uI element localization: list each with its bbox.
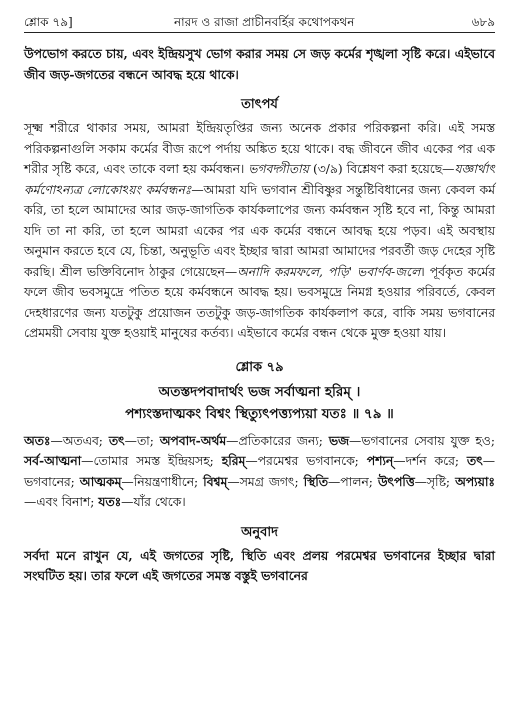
synonym-meaning: —ভগবানের সেবায় যুক্ত হও; xyxy=(348,433,495,448)
synonym-word: পশ্যন্ xyxy=(366,453,394,468)
synonym-word: বিশ্বম্ xyxy=(203,473,228,489)
synonym-word: যতঃ xyxy=(98,494,122,509)
synonym-meaning: —পরমেশ্বর ভগবানকে; xyxy=(245,454,367,468)
synonym-word: সর্ব-আত্মনা xyxy=(24,453,82,468)
translation-text: সর্বদা মনে রাখুন যে, এই জগতের সৃষ্টি, স্থিতি এবং প্রলয় পরমেশ্বর ভগবানের ইচ্ছার দ্বারা সংঘটিত হয়। তার ফলে এই জগতের সমস্ত বস্তুই ভগবানের xyxy=(24,547,495,583)
purport-paragraph-1: সূক্ষ্ম শরীরে থাকার সময়, আমরা ইন্দ্রিয়তৃপ্তির জন্য অনেক প্রকার পরিকল্পনা করি। এই সমস্ত পরিকল্পনাগুলি সকাম কর্মের বীজ রূপে পর্দায় অঙ্কিত হয়ে থাকে। বদ্ধ জীবনে জীব একের পর এক শরীর সৃষ্টি করে, এবং তাকে বলা হয় কর্মবন্ধন। ভগবদ্গীতায় (৩/৯) বিশ্লেষণ করা হয়েছে—যজ্ঞার্থাৎ কর্মণোঽন্যত্র লোকোঽয়ং কর্মবন্ধনঃ—আমরা যদি ভগবান শ্রীবিষ্ণুর সন্তুষ্টিবিধানের জন্য কেবল কর্ম করি, তা হলে আমাদের আর জড়-জাগতিক কার্যকলাপের জন্য কর্মবন্ধন সৃষ্টি হবে না, কিন্তু আমরা যদি তা না করি, তা হলে আমরা একের পর এক কর্মের বন্ধনে আবদ্ধ হয়ে পড়ব। এই অবস্থায় অনুমান করতে হবে যে, চিন্তা, অনুভূতি এবং ইচ্ছার দ্বারা আমরা আমাদের পরবর্তী জড় দেহের সৃষ্টি করছি। শ্রীল ভক্তিবিনোদ ঠাকুর গেয়েছেন—অনাদি করমফলে, পড়ি' ভবার্ণব-জলে। পূর্বকৃত কর্মের ফলে জীব ভবসমুদ্রে পতিত হয়ে কর্মবন্ধনে আবদ্ধ হয়। ভবসমুদ্রে নিমগ্ন হওয়ার পরিবর্তে, কেবল দেহধারণের জন্য যতটুকু প্রয়োজন ততটুকু জড়-জাগতিক কার্যকলাপ করে, বাকি সময় ভগবানের প্রেমময়ী সেবায় যুক্ত হওয়াই মানুষের কর্তব্য। এইভাবে কর্মের বন্ধন থেকে মুক্ত হওয়া যায়। xyxy=(24,121,496,340)
synonym-meaning: —দর্শন করে; xyxy=(393,454,467,468)
verse-heading: শ্লোক ৭৯ xyxy=(235,359,284,375)
synonym-word: অতঃ xyxy=(24,432,51,448)
synonym-meaning: —এবং বিনাশ; xyxy=(24,495,99,509)
synonym-meaning: —তা; xyxy=(124,433,160,448)
verse-line-1: অতস্তদপবাদার্থং ভজ সর্বাত্মনা হরিম্ । xyxy=(158,383,361,400)
synonym-word: ভজ xyxy=(328,432,349,448)
translation-continuation: উপভোগ করতে চায়, এবং ইন্দ্রিয়সুখ ভোগ করার সময় সে জড় কর্মের শৃঙ্খলা সৃষ্টি করে। এইভাবে জীব জড়-জগতের বন্ধনে আবদ্ধ হয়ে থাকে। xyxy=(24,46,495,82)
translation-heading: অনুবাদ xyxy=(241,524,278,540)
synonym-word: হরিম্ xyxy=(221,453,246,468)
page-body xyxy=(24,44,495,587)
synonym-word: তৎ xyxy=(108,432,125,448)
synonym-word: অপবাদ-অর্থম xyxy=(159,432,227,448)
purport-heading: তাৎপর্য xyxy=(241,97,278,112)
synonym-meaning: —তোমার সমস্ত ইন্দ্রিয়সহ; xyxy=(81,454,222,468)
header-rule xyxy=(24,32,495,33)
synonym-word: স্থিতি xyxy=(303,473,328,489)
synonym-word: অপ্যয়াঃ xyxy=(455,473,495,489)
word-for-word-synonyms xyxy=(24,431,495,513)
synonym-meaning: —প্রতিকারের জন্য; xyxy=(226,433,329,448)
synonym-meaning: —সমগ্র জগৎ; xyxy=(227,474,304,489)
header-page-number: ৬৮৯ xyxy=(471,15,495,29)
page-header xyxy=(24,10,495,32)
verse-line-2: পশ্যংস্তদাত্মকং বিশ্বং স্থিত্যুৎপত্ত্যপ্যয়া যতঃ ॥ ৭৯ ॥ xyxy=(125,405,394,422)
synonym-word: তৎ xyxy=(466,453,483,468)
synonym-word: উৎপত্তি xyxy=(377,473,415,489)
synonym-meaning: —ভগবানের; xyxy=(24,454,495,489)
synonym-word: আত্মকম্ xyxy=(79,473,122,489)
synonym-meaning: —সৃষ্টি; xyxy=(414,474,456,489)
header-chapter-title: নারদ ও রাজা প্রাচীনবর্হির কথোপকথন xyxy=(174,15,355,29)
synonym-meaning: —নিয়ন্ত্রণাধীনে; xyxy=(121,474,204,489)
synonym-meaning: —যাঁর থেকে। xyxy=(121,495,186,509)
synonym-meaning: —অতএব; xyxy=(50,433,109,448)
header-verse-ref: শ্লোক ৭৯] xyxy=(24,15,73,29)
synonym-meaning: —পালন; xyxy=(327,474,378,489)
